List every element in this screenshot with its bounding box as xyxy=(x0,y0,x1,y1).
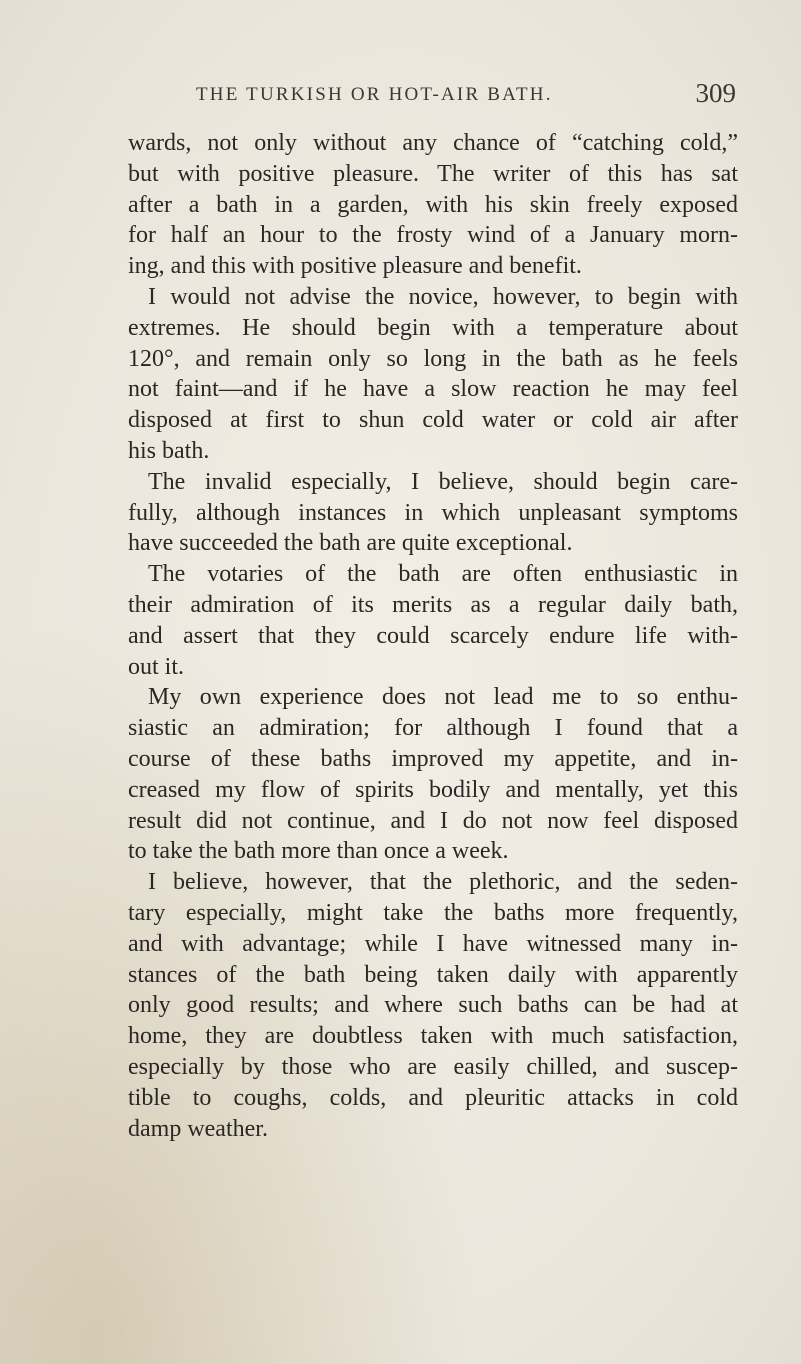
text-line: ing, and this with positive pleasure and benefit. xyxy=(128,253,582,280)
page-header xyxy=(196,78,736,114)
text-line: creased my flow of spirits bodily and mentally, yet this xyxy=(128,776,738,803)
text-line: especially by those who are easily chilled, and suscep- xyxy=(128,1053,738,1080)
text-line: damp weather. xyxy=(128,1115,268,1142)
text-line: I would not advise the novice, however, to begin with xyxy=(148,283,738,310)
text-line: and assert that they could scarcely endure life with- xyxy=(128,622,738,649)
text-line: 120°, and remain only so long in the bath as he feels xyxy=(128,345,738,372)
text-line: for half an hour to the frosty wind of a January morn- xyxy=(128,222,738,249)
text-line: not faint—and if he have a slow reaction he may feel xyxy=(128,376,738,403)
running-title: THE TURKISH OR HOT-AIR BATH. xyxy=(196,84,553,105)
text-line: The votaries of the bath are often enthusiastic in xyxy=(148,561,738,588)
text-line: course of these baths improved my appetite, and in- xyxy=(128,745,738,772)
text-line: and with advantage; while I have witnessed many in- xyxy=(128,930,738,957)
text-line: have succeeded the bath are quite exceptional. xyxy=(128,530,573,557)
body-text xyxy=(128,128,738,1144)
text-line: tible to coughs, colds, and pleuritic attacks in cold xyxy=(128,1084,738,1111)
text-line: out it. xyxy=(128,653,185,680)
text-line: result did not continue, and I do not now feel disposed xyxy=(128,807,738,834)
page-number: 309 xyxy=(695,78,736,108)
text-line: siastic an admiration; for although I found that a xyxy=(128,715,738,742)
text-line: only good results; and where such baths can be had at xyxy=(128,992,738,1019)
text-line: to take the bath more than once a week. xyxy=(128,838,509,865)
text-line: extremes. He should begin with a temperature about xyxy=(128,314,738,341)
text-line: after a bath in a garden, with his skin freely exposed xyxy=(128,191,738,218)
text-line: fully, although instances in which unpleasant symptoms xyxy=(128,499,738,526)
text-line: The invalid especially, I believe, should begin care- xyxy=(148,468,738,495)
text-line: but with positive pleasure. The writer of this has sat xyxy=(128,160,738,187)
text-line: disposed at first to shun cold water or cold air after xyxy=(128,407,738,434)
text-line: his bath. xyxy=(128,437,210,464)
text-line: My own experience does not lead me to so enthu- xyxy=(148,684,738,711)
text-line: tary especially, might take the baths more frequently, xyxy=(128,899,738,926)
text-line: wards, not only without any chance of “catching cold,” xyxy=(128,130,738,156)
text-line: stances of the bath being taken daily with apparently xyxy=(128,961,738,988)
text-line: home, they are doubtless taken with much satisfaction, xyxy=(128,1023,738,1050)
text-line: I believe, however, that the plethoric, and the seden- xyxy=(148,869,738,896)
text-line: their admiration of its merits as a regular daily bath, xyxy=(128,591,738,618)
